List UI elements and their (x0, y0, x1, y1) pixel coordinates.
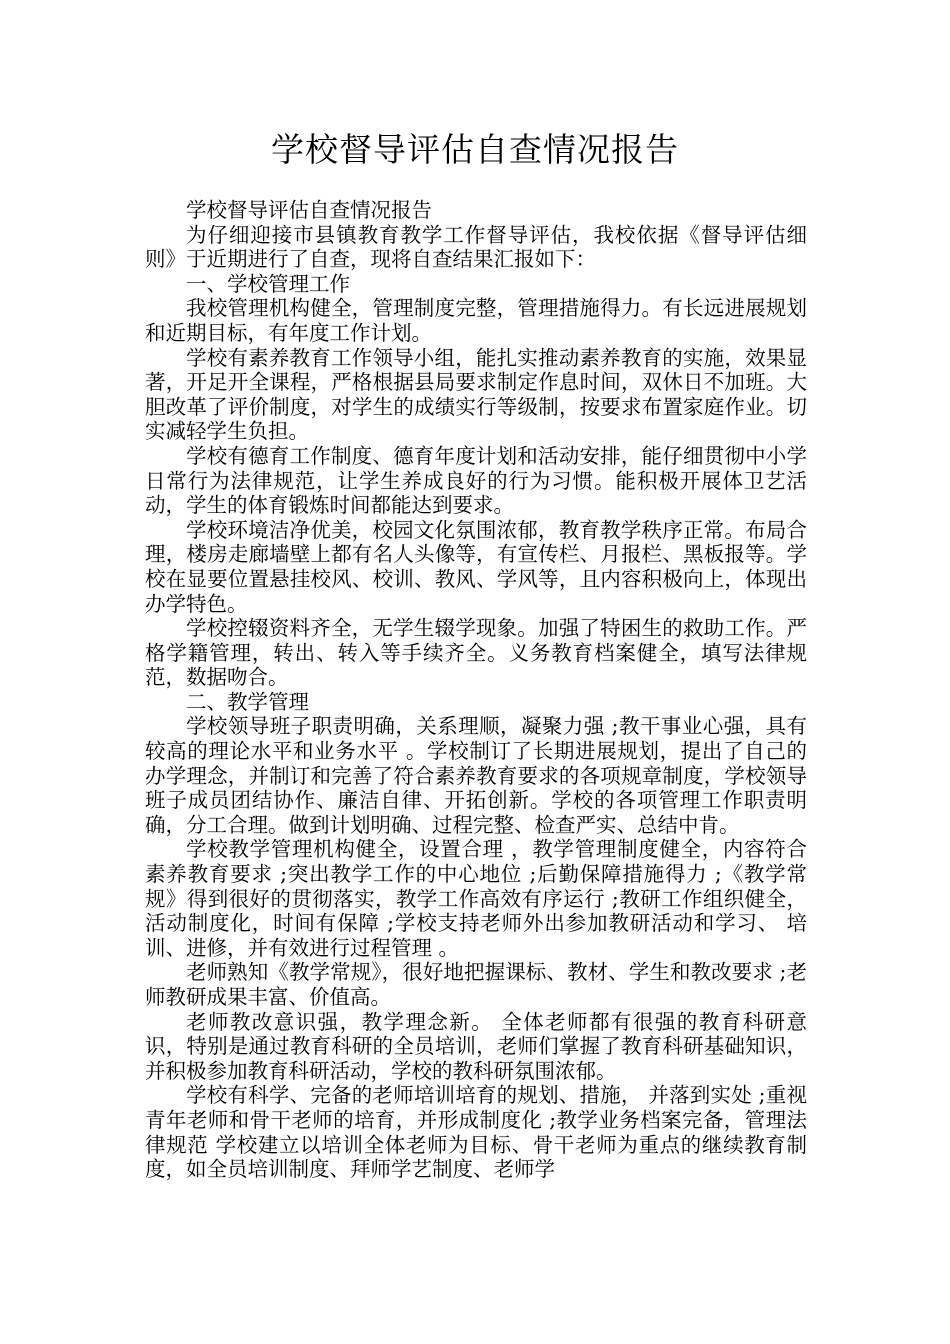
paragraph: 学校有素养教育工作领导小组，能扎实推动素养教育的实施，效果显著，开足开全课程，严格根据县局要求制定作息时间，双休日不加班。大胆改革了评价制度，对学生的成绩实行等级制，按要求布置家庭作业。切实减轻学生负担。 (145, 345, 807, 444)
document-title: 学校督导评估自查情况报告 (271, 130, 679, 169)
paragraph: 老师熟知《教学常规》，很好地把握课标、教材、学生和教改要求 ;老师教研成果丰富、价值高。 (145, 960, 807, 1009)
paragraph: 我校管理机构健全，管理制度完整，管理措施得力。有长远进展规划和近期目标，有年度工作计划。 (145, 296, 807, 345)
section-heading-school-management: 一、学校管理工作 (186, 271, 350, 296)
paragraph: 学校有德育工作制度、德育年度计划和活动安排，能仔细贯彻中小学日常行为法律规范，让学生养成良好的行为习惯。能积极开展体卫艺活动，学生的体育锻炼时间都能达到要求。 (145, 443, 807, 518)
paragraph: 学校教学管理机构健全，设置合理 ，教学管理制度健全，内容符合素养教育要求 ;突出教学工作的中心地位 ;后勤保障措施得力 ;《教学常规》得到很好的贯彻落实，教学工作高效有序运行 ;教研工作组织健全，活动制度化，时间有保障 ;学校支持老师外出参加教研活动和学习、 培训、进修，并有效进行过程管理 。 (145, 837, 807, 960)
paragraph: 学校有科学、完备的老师培训培育的规划、措施， 并落到实处 ;重视青年老师和骨干老师的培育，并形成制度化 ;教学业务档案完备，管理法律规范 学校建立以培训全体老师为目标、骨干老师为重点的继续教育制度，如全员培训制度、拜师学艺制度、老师学 (145, 1083, 807, 1182)
paragraph: 学校领导班子职责明确，关系理顺，凝聚力强 ;教干事业心强，具有较高的理论水平和业务水平 。学校制订了长期进展规划，提出了自己的办学理念，并制订和完善了符合素养教育要求的各项规章制度，学校领导班子成员团结协作、廉洁自律、开拓创新。学校的各项管理工作职责明确，分工合理。做到计划明确、过程完整、检查严实、总结中肯。 (145, 714, 807, 837)
paragraph: 学校环境洁净优美，校园文化氛围浓郁，教育教学秩序正常。布局合理，楼房走廊墙壁上都有名人头像等，有宣传栏、月报栏、黑板报等。学校在显要位置悬挂校风、校训、教风、学风等，且内容积极向上，体现出办学特色。 (145, 517, 807, 616)
paragraph-intro: 为仔细迎接市县镇教育教学工作督导评估，我校依据《督导评估细则》于近期进行了自查，现将自查结果汇报如下： (145, 222, 807, 272)
paragraph: 老师教改意识强，教学理念新。 全体老师都有很强的教育科研意识，特别是通过教育科研的全员培训，老师们掌握了教育科研基础知识，并积极参加教育科研活动，学校的教科研氛围浓郁。 (145, 1009, 807, 1083)
section-heading-teaching-management: 二、教学管理 (186, 689, 309, 714)
document-body (145, 198, 807, 1182)
paragraph-subtitle: 学校督导评估自查情况报告 (186, 198, 432, 222)
paragraph: 学校控辍资料齐全，无学生辍学现象。加强了特困生的救助工作。严格学籍管理，转出、转入等手续齐全。义务教育档案健全，填写法律规范，数据吻合。 (145, 616, 807, 690)
